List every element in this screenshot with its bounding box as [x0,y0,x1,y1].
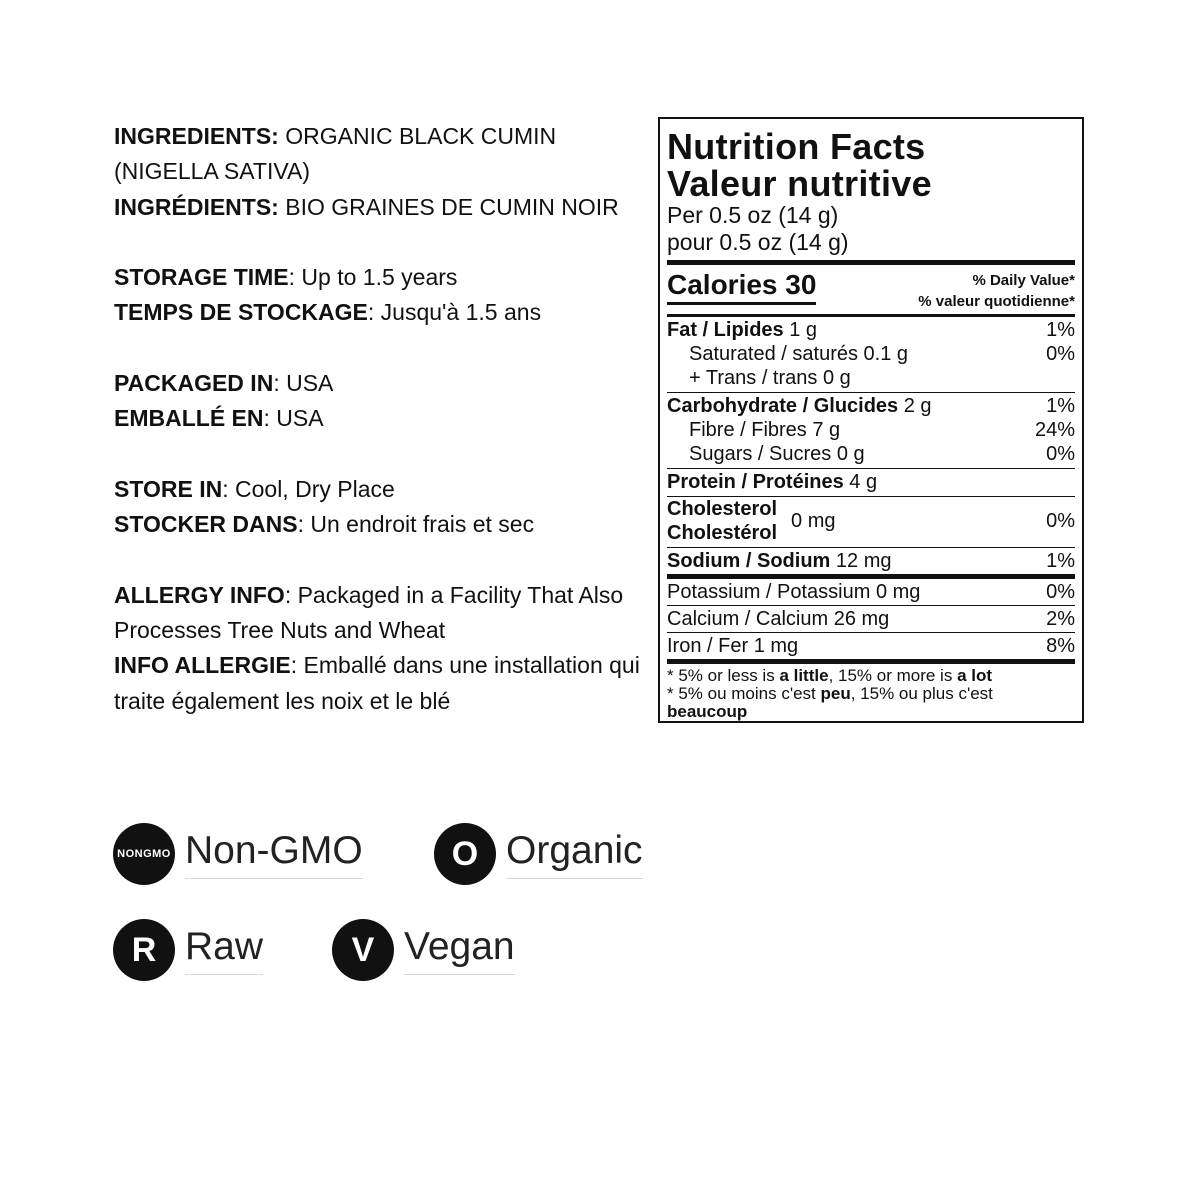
badge-organic [434,823,643,885]
protein-name: Protein / Protéines [667,471,844,493]
nutrient-row-fat [667,318,1075,342]
non-gmo-icon: NON GMO [113,823,175,885]
carb-amount: 2 g [898,395,932,417]
badge-raw [113,919,263,981]
nutrition-facts-panel [658,117,1084,723]
badge-label-non-gmo: Non-GMO [185,829,363,879]
calories-label: Calories 30 [667,270,816,305]
ingredients-fr-label: INGRÉDIENTS: [114,193,279,220]
fibre-name: Fibre / Fibres 7 g [689,419,841,441]
storage-label: STORAGE TIME [114,264,289,291]
sugars-pct: 0% [1046,443,1075,465]
fat-name: Fat / Lipides [667,319,784,341]
nutrient-row-sugars [667,442,1075,466]
row-divider [667,547,1075,548]
store-fr-value: : Un endroit frais et sec [297,511,535,538]
badge-label-raw: Raw [185,925,263,975]
store-fr-label: STOCKER DANS [114,511,298,538]
serving-size-fr: pour 0.5 oz (14 g) [667,229,849,255]
badge-label-organic: Organic [506,829,643,879]
ingredients-block [114,119,649,225]
organic-icon: O [434,823,496,885]
badge-non-gmo [113,823,363,885]
store-value: : Cool, Dry Place [222,475,395,502]
sugars-name: Sugars / Sucres 0 g [689,443,865,465]
calcium-name: Calcium / Calcium 26 mg [667,608,890,630]
cholesterol-name-en: Cholesterol [667,498,778,520]
ingredients-fr-value: BIO GRAINES DE CUMIN NOIR [285,193,619,220]
cholesterol-pct: 0% [1046,510,1075,532]
medium-divider [667,314,1075,317]
allergy-fr-label: INFO ALLERGIE [114,652,291,679]
nutrient-row-cholesterol [667,497,1075,545]
vegan-icon: V [332,919,394,981]
footnote [667,664,1075,721]
serving-size-en: Per 0.5 oz (14 g) [667,202,839,228]
storage-value: : Up to 1.5 years [288,264,458,291]
thick-divider [667,574,1075,579]
storage-block [114,260,649,331]
badge-label-vegan: Vegan [404,925,515,975]
nutrient-row-potassium [667,580,1075,604]
calcium-pct: 2% [1046,608,1075,630]
ingredients-label: INGREDIENTS: [114,123,279,149]
calories-row [667,265,1075,314]
allergy-fr-value: : Emballé dans une installation qui traite également les noix et le blé [114,652,640,714]
daily-value-en: % Daily Value* [972,272,1075,289]
protein-amount: 4 g [843,471,878,493]
badge-vegan [332,919,515,981]
daily-value-header [918,270,1075,312]
allergy-block [114,578,649,719]
fat-pct: 1% [1046,319,1075,341]
ingredients-value: ORGANIC BLACK CUMIN (NIGELLA SATIVA) [114,123,557,185]
nutrient-row-protein [667,470,1075,494]
allergy-label: ALLERGY INFO [114,581,285,608]
nutrient-row-iron [667,634,1075,658]
nutrient-row-sodium [667,549,1075,573]
storage-fr-label: TEMPS DE STOCKAGE [114,299,368,326]
row-divider [667,468,1075,469]
footnote-en: * 5% or less is a little, 15% or more is a lot [667,666,993,685]
raw-icon: R [113,919,175,981]
daily-value-fr: % valeur quotidienne* [918,293,1075,310]
store-block [114,472,649,543]
potassium-pct: 0% [1046,581,1075,603]
packaged-label: PACKAGED IN [114,370,274,397]
nutrient-row-fibre [667,418,1075,442]
fibre-pct: 24% [1034,419,1075,441]
cholesterol-name-fr: Cholestérol [667,522,778,544]
store-label: STORE IN [114,475,223,502]
packaged-fr-value: : USA [263,405,324,432]
footnote-fr: * 5% ou moins c'est peu, 15% ou plus c'est beaucoup [667,684,993,721]
row-divider [667,392,1075,393]
saturated-pct: 0% [1046,343,1075,365]
sodium-amount: 12 mg [830,550,892,572]
sodium-name: Sodium / Sodium [667,550,831,572]
allergy-value: : Packaged in a Facility That Also Processes Tree Nuts and Wheat [114,581,624,644]
nutrient-row-calcium [667,607,1075,631]
packaged-fr-label: EMBALLÉ EN [114,405,264,432]
cholesterol-amount: 0 mg [791,510,836,532]
potassium-name: Potassium / Potassium 0 mg [667,581,921,603]
fat-amount: 1 g [783,319,818,341]
nutrient-row-carbohydrate [667,394,1075,418]
nutrition-title-fr: Valeur nutritive [667,163,932,204]
carb-name: Carbohydrate / Glucides [667,395,899,417]
sodium-pct: 1% [1046,550,1075,572]
iron-name: Iron / Fer 1 mg [667,635,799,657]
row-divider [667,605,1075,606]
product-info [114,119,649,754]
packaged-value: : USA [273,370,334,397]
trans-name: + Trans / trans 0 g [689,367,851,389]
iron-pct: 8% [1046,635,1075,657]
nutrient-row-trans [667,366,1075,390]
nutrient-row-saturated [667,342,1075,366]
packaged-block [114,366,649,437]
saturated-name: Saturated / saturés 0.1 g [689,343,909,365]
storage-fr-value: : Jusqu'à 1.5 ans [367,299,542,326]
carb-pct: 1% [1046,395,1075,417]
nutrition-title-en: Nutrition Facts [667,126,926,167]
row-divider [667,632,1075,633]
